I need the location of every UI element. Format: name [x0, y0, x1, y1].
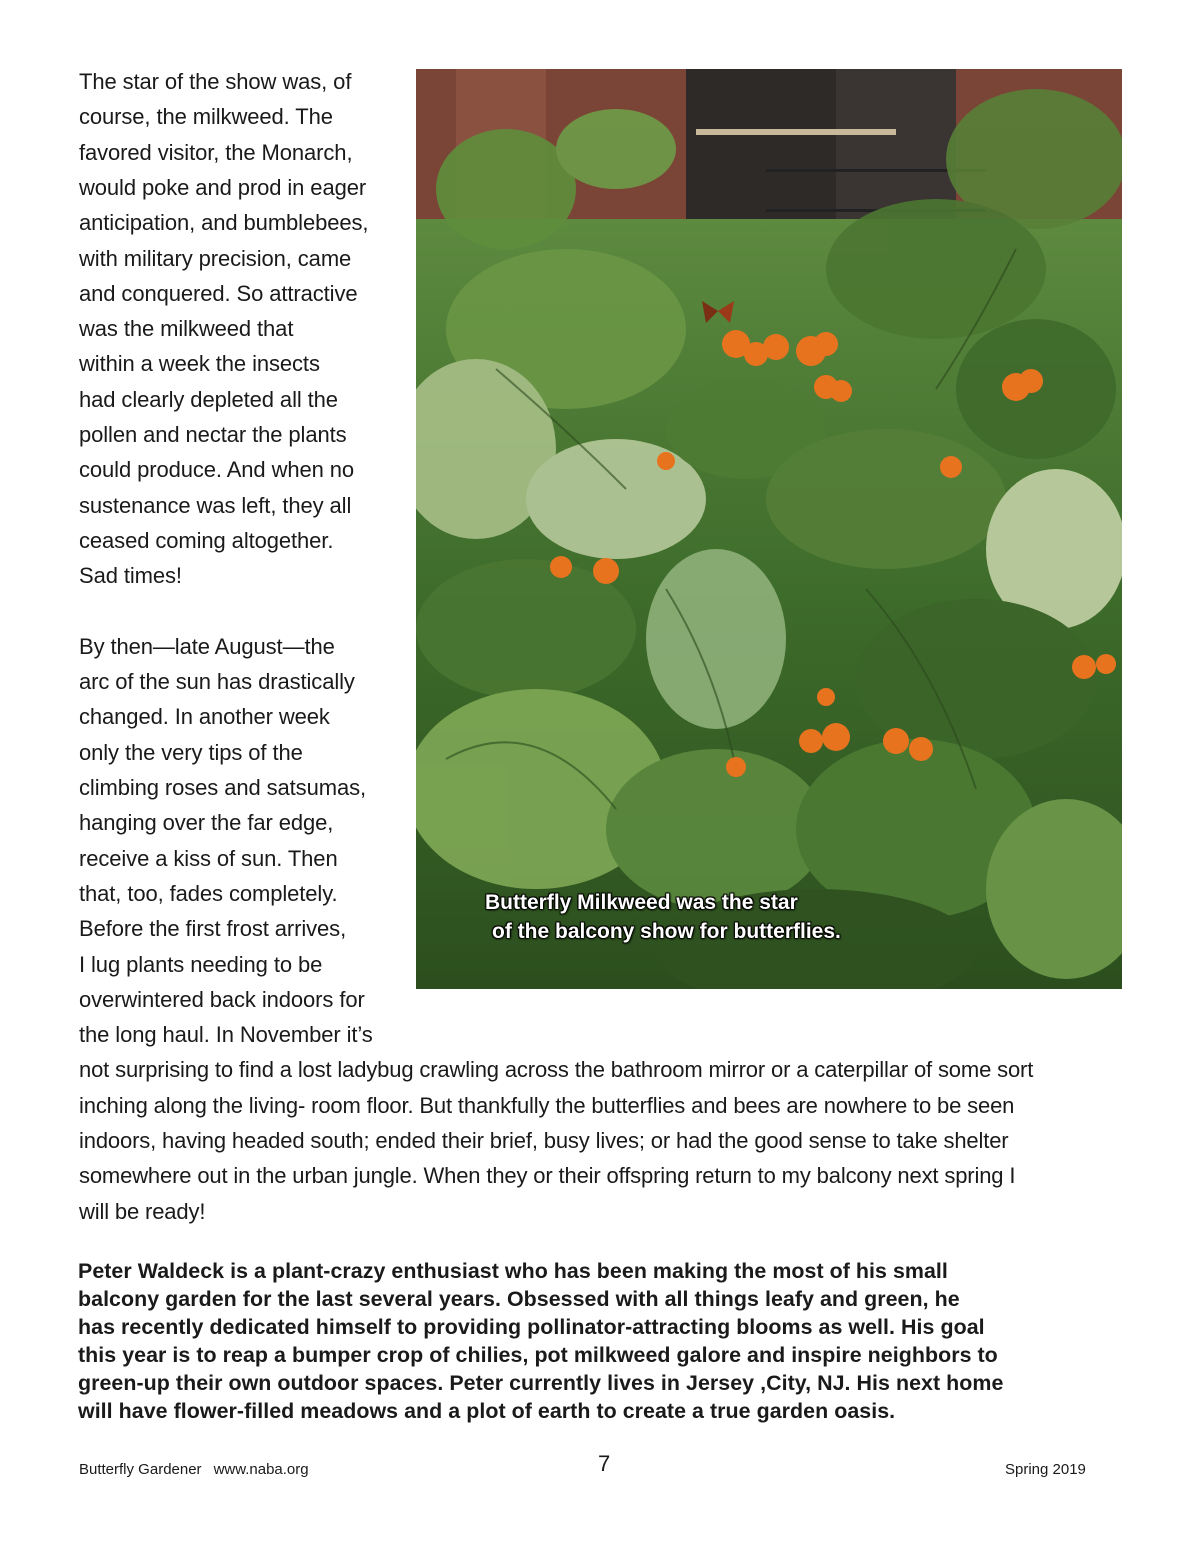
milkweed-photo	[416, 69, 1122, 989]
article-line: I lug plants needing to be	[79, 952, 323, 977]
article-line: that, too, fades completely.	[79, 881, 338, 906]
article-line: ceased coming altogether.	[79, 528, 334, 553]
article-line: hanging over the far edge,	[79, 810, 334, 835]
footer-publication	[79, 1461, 309, 1478]
bio-line: Peter Waldeck is a plant-crazy enthusiast who has been making the most of his small	[78, 1259, 948, 1283]
article-line: only the very tips of the	[79, 740, 303, 765]
article-line: arc of the sun has drastically	[79, 669, 355, 694]
article-line: inching along the living- room floor. But thankfully the butterflies and bees are nowhere to be seen	[79, 1093, 1015, 1118]
article-line: The star of the show was, of	[79, 69, 352, 94]
article-line: indoors, having headed south; ended their brief, busy lives; or had the good sense to take shelter	[79, 1128, 1009, 1153]
garden-illustration	[416, 69, 1122, 989]
article-line: somewhere out in the urban jungle. When they or their offspring return to my balcony next spring I	[79, 1163, 1016, 1188]
article-line: overwintered back indoors for	[79, 987, 365, 1012]
article-line: Sad times!	[79, 563, 182, 588]
article-line: pollen and nectar the plants	[79, 422, 347, 447]
article-line: with military precision, came	[79, 246, 352, 271]
caption-line: Butterfly Milkweed was the star	[485, 891, 798, 914]
bio-line: green-up their own outdoor spaces. Peter currently lives in Jersey ,City, NJ. His next home	[78, 1371, 1004, 1395]
page-number: 7	[598, 1451, 611, 1476]
article-line: course, the milkweed. The	[79, 104, 333, 129]
issue-date: Spring 2019	[1005, 1461, 1086, 1478]
article-line: changed. In another week	[79, 704, 330, 729]
article-line: could produce. And when no	[79, 457, 355, 482]
article-line: had clearly depleted all the	[79, 387, 338, 412]
photo-caption	[485, 888, 841, 946]
article-line: and conquered. So attractive	[79, 281, 358, 306]
article-line: the long haul. In November it’s	[79, 1022, 373, 1047]
bio-line: has recently dedicated himself to providing pollinator-attracting blooms as well. His goal	[78, 1315, 985, 1339]
article-line: Before the first frost arrives,	[79, 916, 347, 941]
article-line: sustenance was left, they all	[79, 493, 352, 518]
article-line: not surprising to find a lost ladybug crawling across the bathroom mirror or a caterpillar of some sort	[79, 1057, 1034, 1082]
article-line: climbing roses and satsumas,	[79, 775, 366, 800]
bio-line: will have flower-filled meadows and a plot of earth to create a true garden oasis.	[78, 1399, 896, 1423]
publication-name: Butterfly Gardener	[79, 1461, 202, 1478]
article-line: By then—late August—the	[79, 634, 335, 659]
caption-line: of the balcony show for butterflies.	[492, 920, 841, 943]
article-line: anticipation, and bumblebees,	[79, 210, 369, 235]
bio-line: this year is to reap a bumper crop of chilies, pot milkweed galore and inspire neighbors to	[78, 1343, 998, 1367]
website-link[interactable]: www.naba.org	[213, 1461, 309, 1478]
article-line: within a week the insects	[79, 351, 320, 376]
article-line: favored visitor, the Monarch,	[79, 140, 353, 165]
article-line: would poke and prod in eager	[79, 175, 367, 200]
article-line: was the milkweed that	[79, 316, 294, 341]
article-line: will be ready!	[79, 1199, 206, 1224]
bio-line: balcony garden for the last several years. Obsessed with all things leafy and green, he	[78, 1287, 960, 1311]
article-line: receive a kiss of sun. Then	[79, 846, 338, 871]
